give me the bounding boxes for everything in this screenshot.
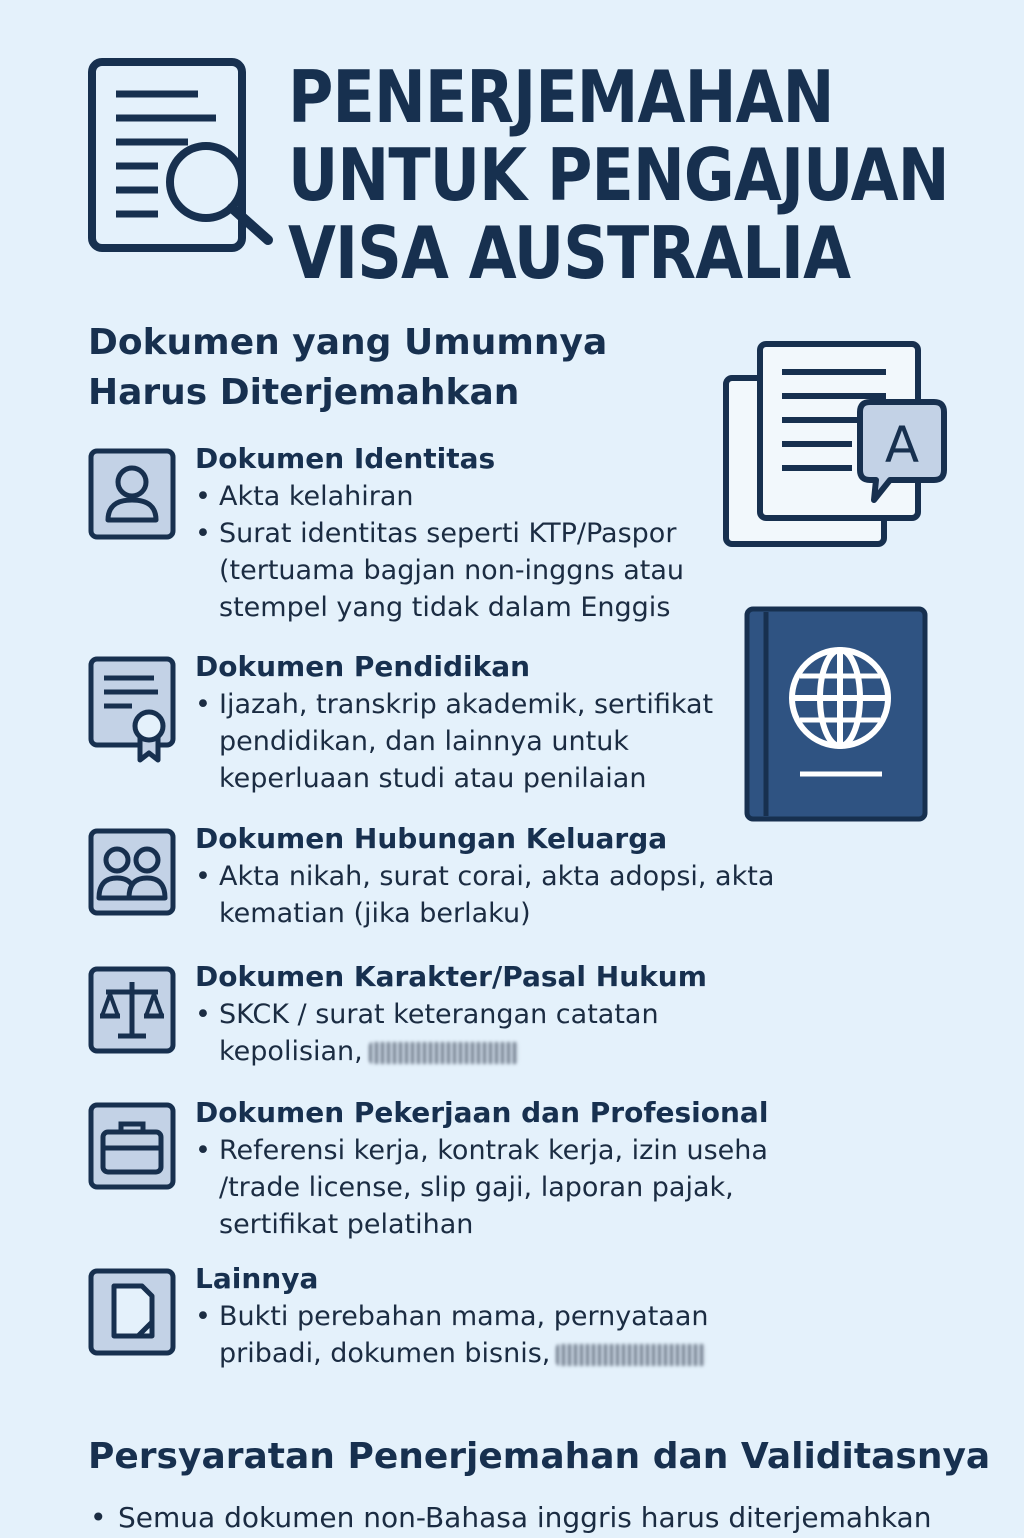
category-list — [195, 1298, 779, 1372]
passport-icon — [744, 606, 930, 824]
document-search-icon — [88, 56, 278, 256]
person-icon — [88, 448, 176, 540]
certificate-icon — [88, 656, 178, 764]
list-item — [195, 1298, 779, 1372]
category-list — [195, 1132, 779, 1243]
category-title: Lainnya — [195, 1262, 319, 1295]
list-item-text: SKCK / surat keterangan catatan kepolisian, — [219, 999, 659, 1067]
section-title-line-2: Harus Diterjemahkan — [88, 372, 520, 413]
list-item: • Referensi kerja, kontrak kerja, izin useha /trade license, slip gaji, laporan pajak, sertifikat pelatihan — [195, 1132, 779, 1243]
list-item-text: Bukti perebahan mama, pernyataan pribadi, dokumen bisnis, — [219, 1301, 709, 1369]
category-title: Dokumen Hubungan Keluarga — [195, 822, 668, 855]
title-line-3: VISA AUSTRALIA — [288, 211, 851, 295]
scales-icon — [88, 966, 176, 1054]
category-list — [195, 478, 779, 626]
category-title: Dokumen Pendidikan — [195, 650, 531, 683]
category-list — [195, 996, 779, 1070]
family-icon — [88, 828, 176, 916]
translate-letter: A — [884, 416, 920, 474]
list-item — [195, 996, 779, 1070]
page-title — [288, 55, 949, 295]
page-icon — [88, 1268, 176, 1356]
blurred-text — [556, 1344, 706, 1366]
briefcase-icon — [88, 1102, 176, 1190]
blurred-text — [369, 1042, 519, 1064]
section-title-line-1: Dokumen yang Umumnya — [88, 322, 608, 363]
title-line-1: PENERJEMAHAN — [288, 55, 834, 139]
category-title: Dokumen Karakter/Pasal Hukum — [195, 960, 707, 993]
section-title-documents — [88, 318, 607, 418]
title-line-2: UNTUK PENGAJUAN — [288, 133, 949, 217]
translate-document-icon — [722, 340, 950, 550]
category-list — [195, 686, 779, 797]
list-item: • Surat identitas seperti KTP/Paspor (tertuama bagjan non-inggns atau stempel yang tidak dalam Enggis — [195, 515, 779, 626]
category-title: Dokumen Identitas — [195, 442, 496, 475]
header — [88, 55, 988, 295]
list-item: • Semua dokumen non-Bahasa inggris harus diterjemahkan — [90, 1498, 931, 1538]
list-item: • Akta kelahiran — [195, 478, 779, 515]
list-item: • Ijazah, transkrip akademik, sertifikat pendidikan, dan lainnya untuk keperluaan studi atau penilaian — [195, 686, 779, 797]
category-list — [195, 858, 779, 932]
section-title-requirements: Persyaratan Penerjemahan dan Validitasnya — [88, 1436, 991, 1477]
requirements-list — [90, 1498, 931, 1538]
category-title: Dokumen Pekerjaan dan Profesional — [195, 1096, 769, 1129]
list-item: • Akta nikah, surat corai, akta adopsi, akta kematian (jika berlaku) — [195, 858, 779, 932]
